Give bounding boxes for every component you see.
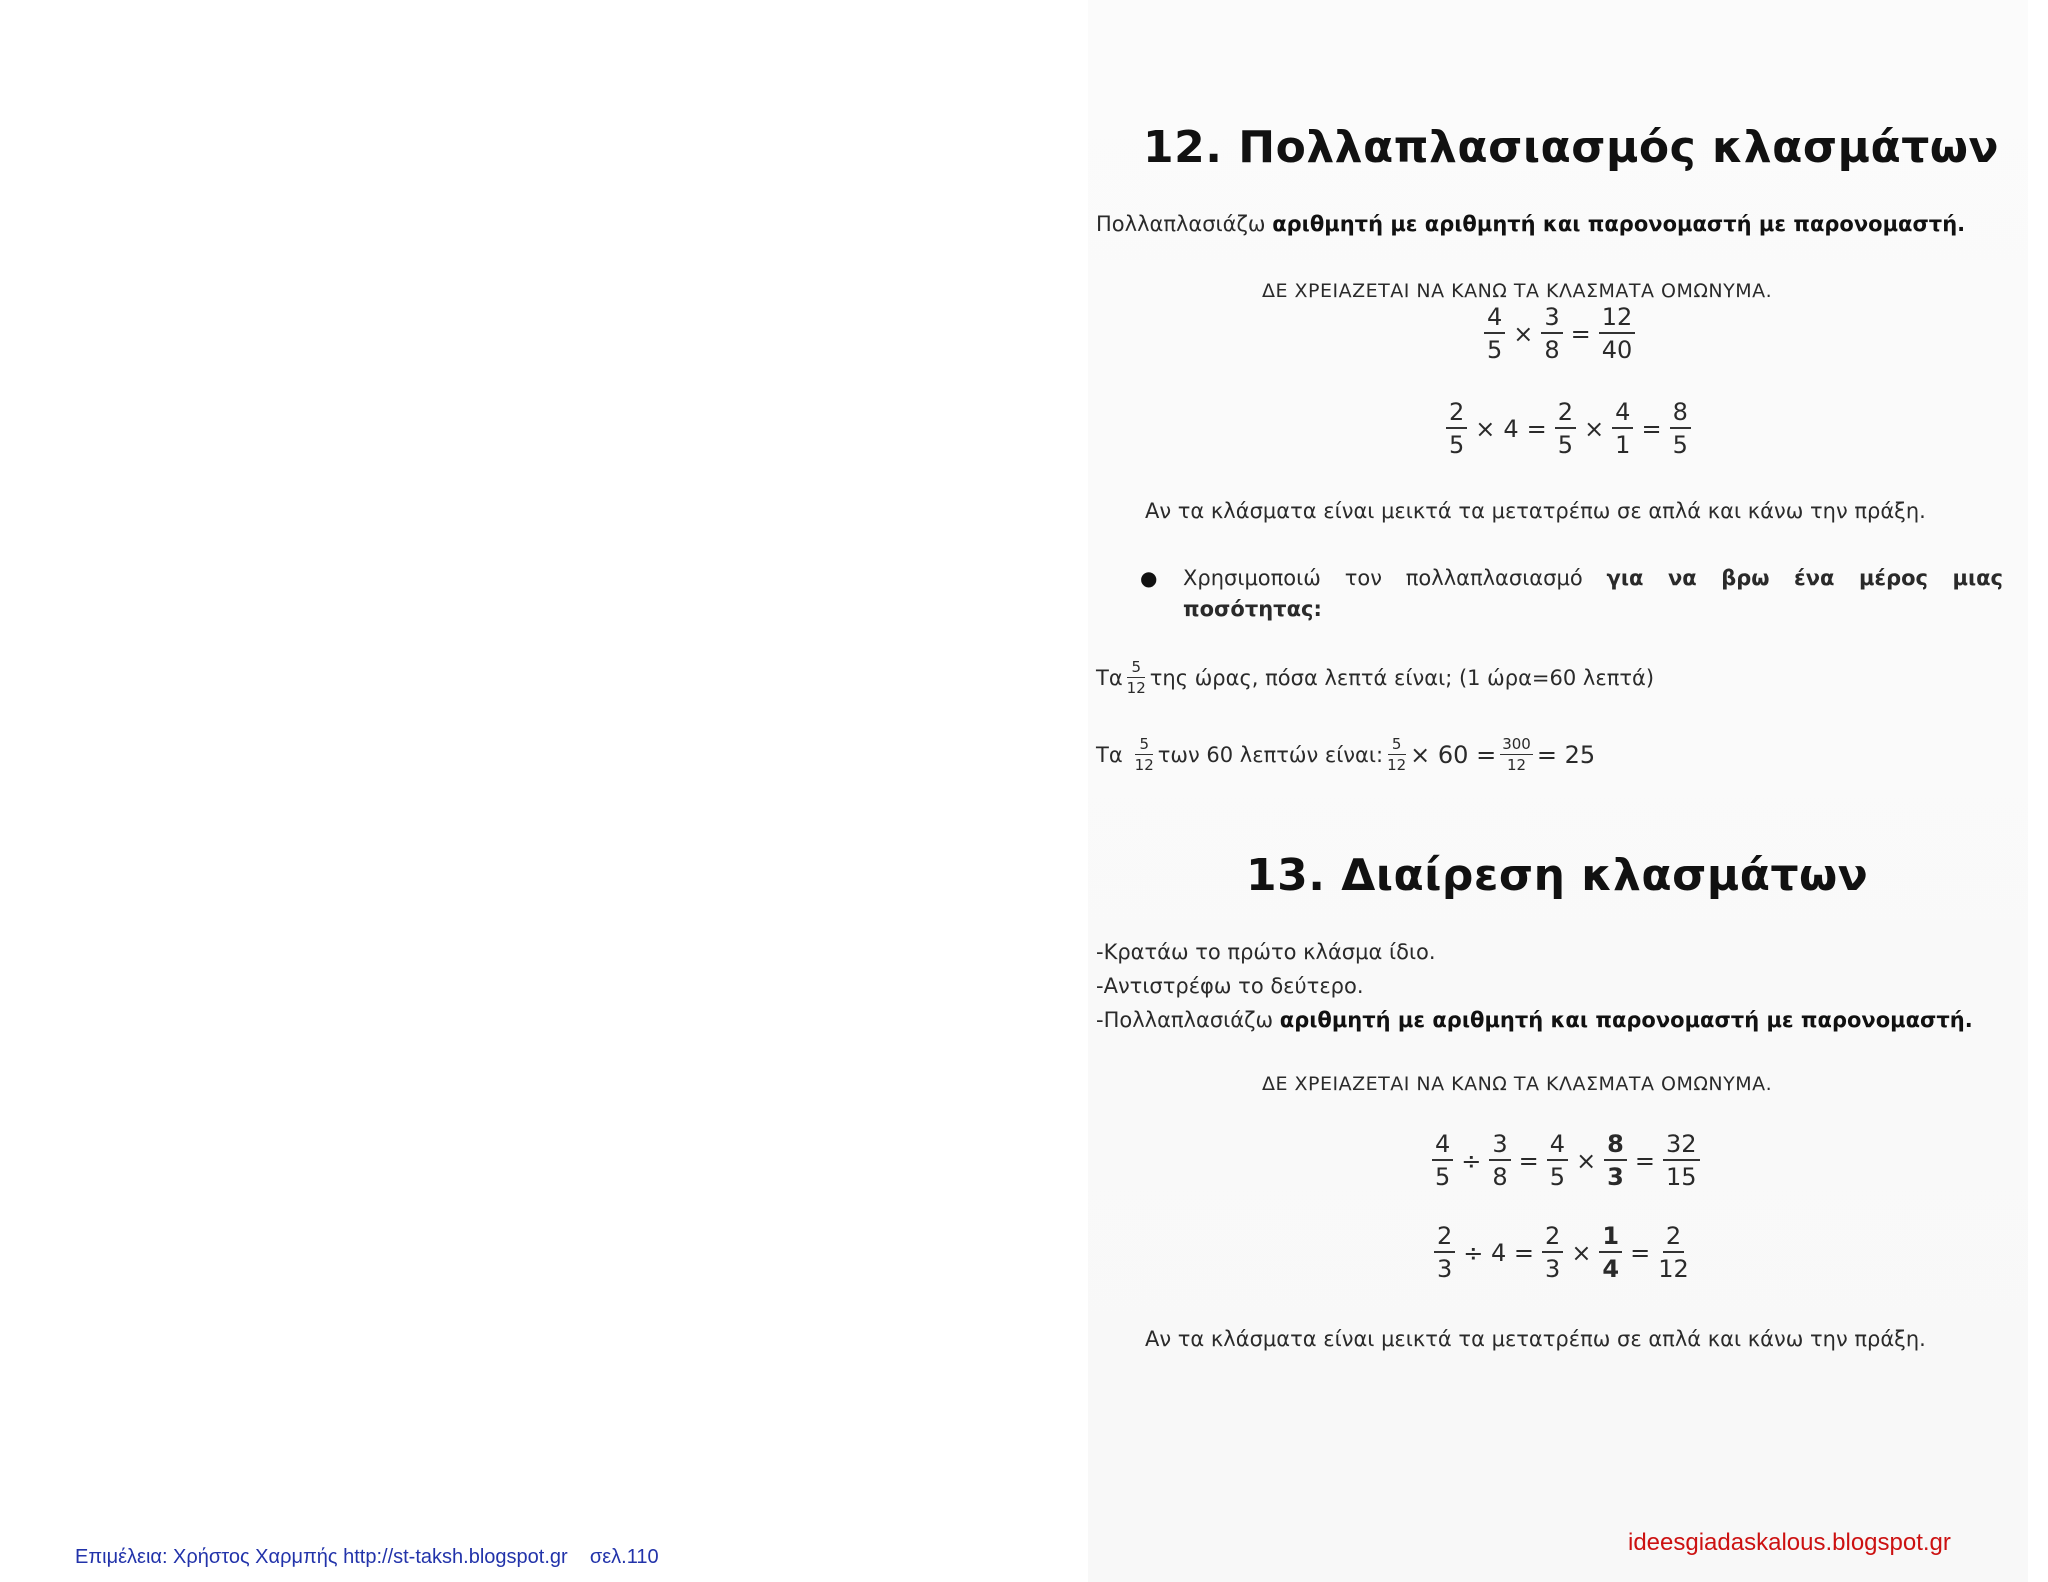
section-13-note: ΔΕ ΧΡΕΙΑΖΕΤΑΙ ΝΑ ΚΑΝΩ ΤΑ ΚΛΑΣΜΑΤΑ ΟΜΩΝΥΜΑ.: [1262, 1073, 1773, 1095]
fraction-inverted: $\frac{8}{3}$: [1604, 1132, 1627, 1189]
rule-plain: Πολλαπλασιάζω: [1096, 212, 1273, 236]
fraction: $\frac{3}{8}$: [1489, 1132, 1510, 1189]
fraction: $\frac{300}{12}$: [1502, 735, 1531, 774]
section-13-mixed-note: Αν τα κλάσματα είναι μεικτά τα μετατρέπω σε απλά και κάνω την πράξη.: [1145, 1327, 1926, 1351]
bullet-icon: ●: [1140, 566, 1158, 590]
section-13-equation-1: $\frac{4}{5}$ ÷ $\frac{3}{8}$ = $\frac{4}{5}$ × $\frac{8}{3}$ = $\frac{32}{15}$: [1428, 1132, 1704, 1189]
rule-bold: αριθμητή με αριθμητή και παρονομαστή με παρονομαστή.: [1272, 212, 1966, 236]
footer-site-link[interactable]: ideesgiadaskalous.blogspot.gr: [1628, 1529, 1951, 1556]
fraction: $\frac{5}{12}$: [1387, 735, 1407, 774]
section-12-bullet: Χρησιμοποιώ τον πολλαπλασιασμό για να βρω ένα μέρος μιας ποσότητας:: [1183, 566, 2004, 621]
fraction-result: $\frac{2}{12}$: [1658, 1222, 1689, 1283]
section-12-heading: 12. Πολλαπλασιασμός κλασμάτων: [1143, 122, 2000, 173]
fraction: $\frac{5}{12}$: [1126, 658, 1146, 697]
fraction-inverted: $\frac{1}{4}$: [1599, 1224, 1622, 1281]
section-12-example-question: Τα $\frac{5}{12}$ της ώρας, πόσα λεπτά είναι; (1 ώρα=60 λεπτά): [1096, 658, 1655, 697]
fraction-result: $\frac{8}{5}$: [1670, 400, 1691, 457]
section-12-mixed-note: Αν τα κλάσματα είναι μεικτά τα μετατρέπω σε απλά και κάνω την πράξη.: [1145, 499, 1926, 523]
footer-credit: Επιμέλεια: Χρήστος Χαρμπής http://st-taksh.blogspot.gr σελ.110: [75, 1546, 659, 1568]
section-12-rule: [1096, 212, 1965, 236]
fraction: $\frac{4}{1}$: [1612, 400, 1633, 457]
section-13-heading: 13. Διαίρεση κλασμάτων: [1246, 850, 1869, 901]
fraction: $\frac{2}{5}$: [1446, 400, 1467, 457]
section-13-step-3: -Πολλαπλασιάζω αριθμητή με αριθμητή και παρονομαστή με παρονομαστή.: [1096, 1008, 1973, 1032]
fraction: $\frac{2}{3}$: [1542, 1224, 1563, 1281]
fraction: $\frac{2}{3}$: [1434, 1224, 1455, 1281]
section-12-example-answer: Τα $\frac{5}{12}$ των 60 λεπτών είναι: $\frac{5}{12}$ × 60 = $\frac{300}{12}$ = 25: [1096, 735, 1596, 774]
fraction: $\frac{4}{5}$: [1432, 1132, 1453, 1189]
fraction: $\frac{3}{8}$: [1541, 305, 1562, 362]
fraction-result: $\frac{12}{40}$: [1599, 305, 1636, 362]
section-12-equation-1: $\frac{4}{5}$ × $\frac{3}{8}$ = $\frac{12}{40}$: [1480, 305, 1639, 362]
section-12-note: ΔΕ ΧΡΕΙΑΖΕΤΑΙ ΝΑ ΚΑΝΩ ΤΑ ΚΛΑΣΜΑΤΑ ΟΜΩΝΥΜΑ.: [1262, 280, 1773, 302]
fraction: $\frac{4}{5}$: [1484, 305, 1505, 362]
fraction: $\frac{2}{5}$: [1555, 400, 1576, 457]
section-13-step-2: -Αντιστρέφω το δεύτερο.: [1096, 974, 1364, 998]
section-13-step-1: -Κρατάω το πρώτο κλάσμα ίδιο.: [1096, 940, 1436, 964]
fraction: $\frac{4}{5}$: [1547, 1132, 1568, 1189]
section-12-equation-2: $\frac{2}{5}$ × 4 = $\frac{2}{5}$ × $\frac{4}{1}$ = $\frac{8}{5}$: [1442, 400, 1695, 457]
fraction: $\frac{5}{12}$: [1134, 735, 1154, 774]
section-13-equation-2: $\frac{2}{3}$ ÷ 4 = $\frac{2}{3}$ × $\frac{1}{4}$ = $\frac{2}{12}$: [1430, 1224, 1693, 1281]
fraction-result: $\frac{32}{15}$: [1663, 1132, 1700, 1189]
